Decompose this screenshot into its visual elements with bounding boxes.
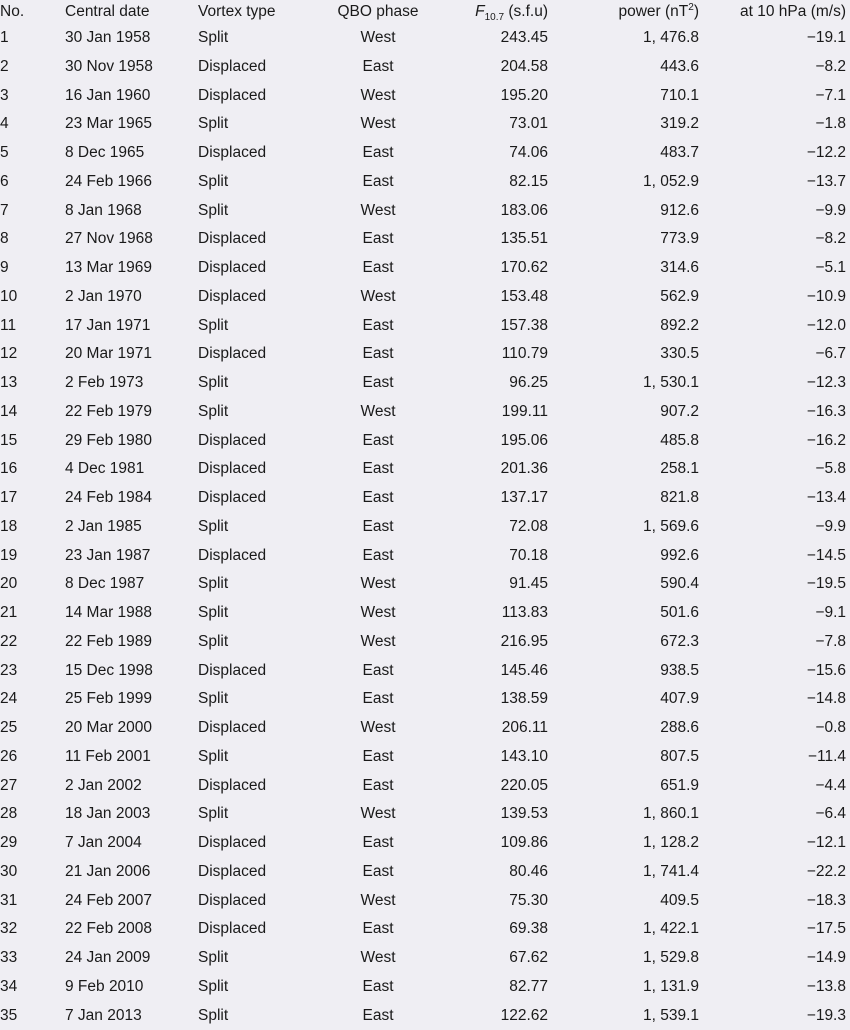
cell-vortex-type: Displaced [194, 455, 322, 484]
cell-power: 672.3 [560, 628, 705, 657]
header-f107-symbol: F [475, 3, 484, 20]
cell-f107: 75.30 [434, 887, 560, 916]
cell-central-date: 8 Jan 1968 [62, 197, 194, 226]
cell-vortex-type: Split [194, 628, 322, 657]
cell-no: 2 [0, 53, 62, 82]
cell-vortex-type: Split [194, 800, 322, 829]
cell-power: 807.5 [560, 743, 705, 772]
cell-no: 28 [0, 800, 62, 829]
cell-f107: 82.15 [434, 168, 560, 197]
cell-vortex-type: Displaced [194, 53, 322, 82]
header-power-superscript: 2 [688, 2, 694, 13]
cell-no: 33 [0, 944, 62, 973]
cell-no: 25 [0, 714, 62, 743]
cell-central-date: 2 Jan 1985 [62, 513, 194, 542]
cell-wind: −8.2 [705, 53, 850, 82]
cell-vortex-type: Split [194, 168, 322, 197]
table-row [0, 283, 850, 312]
cell-central-date: 2 Feb 1973 [62, 369, 194, 398]
cell-central-date: 25 Feb 1999 [62, 685, 194, 714]
cell-wind: −8.2 [705, 225, 850, 254]
cell-central-date: 27 Nov 1968 [62, 225, 194, 254]
cell-qbo-phase: West [322, 800, 434, 829]
cell-power: 773.9 [560, 225, 705, 254]
cell-no: 31 [0, 887, 62, 916]
table-row [0, 570, 850, 599]
table-row [0, 340, 850, 369]
cell-vortex-type: Displaced [194, 858, 322, 887]
cell-power: 1, 539.1 [560, 1002, 705, 1030]
cell-power: 1, 569.6 [560, 513, 705, 542]
table-row [0, 599, 850, 628]
cell-vortex-type: Split [194, 369, 322, 398]
cell-wind: −12.3 [705, 369, 850, 398]
cell-f107: 183.06 [434, 197, 560, 226]
cell-no: 30 [0, 858, 62, 887]
cell-f107: 82.77 [434, 973, 560, 1002]
table-row [0, 915, 850, 944]
table-row [0, 1002, 850, 1030]
cell-qbo-phase: East [322, 513, 434, 542]
cell-qbo-phase: West [322, 197, 434, 226]
cell-qbo-phase: East [322, 340, 434, 369]
table-row [0, 887, 850, 916]
cell-no: 9 [0, 254, 62, 283]
table-row [0, 628, 850, 657]
cell-qbo-phase: East [322, 1002, 434, 1030]
cell-no: 19 [0, 542, 62, 571]
cell-f107: 122.62 [434, 1002, 560, 1030]
cell-wind: −19.5 [705, 570, 850, 599]
cell-wind: −11.4 [705, 743, 850, 772]
cell-power: 1, 741.4 [560, 858, 705, 887]
table-row [0, 772, 850, 801]
table-row [0, 542, 850, 571]
table-row [0, 944, 850, 973]
cell-qbo-phase: West [322, 110, 434, 139]
cell-wind: −7.1 [705, 82, 850, 111]
cell-qbo-phase: East [322, 369, 434, 398]
cell-no: 14 [0, 398, 62, 427]
table-row [0, 24, 850, 53]
cell-power: 258.1 [560, 455, 705, 484]
cell-qbo-phase: West [322, 887, 434, 916]
cell-no: 27 [0, 772, 62, 801]
cell-f107: 67.62 [434, 944, 560, 973]
cell-no: 8 [0, 225, 62, 254]
cell-no: 13 [0, 369, 62, 398]
header-power-suffix: ) [694, 3, 699, 20]
cell-power: 992.6 [560, 542, 705, 571]
cell-no: 4 [0, 110, 62, 139]
cell-wind: −15.6 [705, 657, 850, 686]
header-vortex-type: Vortex type [194, 0, 322, 24]
cell-f107: 199.11 [434, 398, 560, 427]
cell-f107: 139.53 [434, 800, 560, 829]
cell-qbo-phase: West [322, 599, 434, 628]
cell-no: 21 [0, 599, 62, 628]
cell-qbo-phase: East [322, 53, 434, 82]
cell-qbo-phase: West [322, 82, 434, 111]
cell-vortex-type: Displaced [194, 829, 322, 858]
table-row [0, 197, 850, 226]
cell-vortex-type: Displaced [194, 82, 322, 111]
cell-no: 6 [0, 168, 62, 197]
cell-wind: −22.2 [705, 858, 850, 887]
cell-no: 22 [0, 628, 62, 657]
cell-central-date: 7 Jan 2004 [62, 829, 194, 858]
cell-central-date: 24 Jan 2009 [62, 944, 194, 973]
cell-wind: −17.5 [705, 915, 850, 944]
table-row [0, 685, 850, 714]
cell-central-date: 24 Feb 1984 [62, 484, 194, 513]
cell-wind: −4.4 [705, 772, 850, 801]
cell-central-date: 8 Dec 1987 [62, 570, 194, 599]
cell-qbo-phase: East [322, 858, 434, 887]
cell-f107: 74.06 [434, 139, 560, 168]
cell-vortex-type: Displaced [194, 915, 322, 944]
cell-wind: −12.1 [705, 829, 850, 858]
cell-power: 1, 052.9 [560, 168, 705, 197]
cell-f107: 72.08 [434, 513, 560, 542]
cell-f107: 170.62 [434, 254, 560, 283]
table-row [0, 714, 850, 743]
cell-central-date: 11 Feb 2001 [62, 743, 194, 772]
table-row [0, 427, 850, 456]
cell-power: 485.8 [560, 427, 705, 456]
table-row [0, 743, 850, 772]
header-power-prefix: power (nT [618, 3, 688, 20]
table-row [0, 225, 850, 254]
cell-central-date: 7 Jan 2013 [62, 1002, 194, 1030]
cell-vortex-type: Displaced [194, 772, 322, 801]
cell-power: 590.4 [560, 570, 705, 599]
table-row [0, 657, 850, 686]
table-row [0, 53, 850, 82]
cell-power: 1, 529.8 [560, 944, 705, 973]
cell-central-date: 24 Feb 2007 [62, 887, 194, 916]
table-row [0, 858, 850, 887]
cell-f107: 109.86 [434, 829, 560, 858]
cell-power: 1, 128.2 [560, 829, 705, 858]
cell-qbo-phase: East [322, 542, 434, 571]
cell-power: 407.9 [560, 685, 705, 714]
cell-wind: −6.7 [705, 340, 850, 369]
cell-f107: 143.10 [434, 743, 560, 772]
cell-vortex-type: Split [194, 513, 322, 542]
cell-no: 29 [0, 829, 62, 858]
cell-wind: −9.1 [705, 599, 850, 628]
cell-f107: 195.06 [434, 427, 560, 456]
cell-no: 5 [0, 139, 62, 168]
cell-wind: −7.8 [705, 628, 850, 657]
cell-no: 18 [0, 513, 62, 542]
cell-power: 443.6 [560, 53, 705, 82]
header-no: No. [0, 0, 62, 24]
cell-power: 330.5 [560, 340, 705, 369]
cell-qbo-phase: West [322, 398, 434, 427]
cell-no: 16 [0, 455, 62, 484]
header-power [560, 0, 705, 24]
cell-f107: 70.18 [434, 542, 560, 571]
cell-power: 1, 131.9 [560, 973, 705, 1002]
cell-central-date: 2 Jan 1970 [62, 283, 194, 312]
cell-qbo-phase: East [322, 139, 434, 168]
cell-central-date: 13 Mar 1969 [62, 254, 194, 283]
cell-vortex-type: Displaced [194, 542, 322, 571]
cell-power: 651.9 [560, 772, 705, 801]
header-qbo-phase: QBO phase [322, 0, 434, 24]
cell-f107: 135.51 [434, 225, 560, 254]
table-row [0, 168, 850, 197]
table-row [0, 800, 850, 829]
cell-central-date: 9 Feb 2010 [62, 973, 194, 1002]
cell-no: 7 [0, 197, 62, 226]
cell-f107: 153.48 [434, 283, 560, 312]
cell-central-date: 4 Dec 1981 [62, 455, 194, 484]
cell-f107: 201.36 [434, 455, 560, 484]
cell-power: 483.7 [560, 139, 705, 168]
cell-central-date: 20 Mar 1971 [62, 340, 194, 369]
cell-wind: −1.8 [705, 110, 850, 139]
cell-wind: −13.7 [705, 168, 850, 197]
cell-power: 907.2 [560, 398, 705, 427]
cell-central-date: 16 Jan 1960 [62, 82, 194, 111]
cell-power: 1, 422.1 [560, 915, 705, 944]
cell-qbo-phase: East [322, 685, 434, 714]
cell-no: 35 [0, 1002, 62, 1030]
cell-central-date: 8 Dec 1965 [62, 139, 194, 168]
cell-f107: 243.45 [434, 24, 560, 53]
cell-power: 1, 476.8 [560, 24, 705, 53]
cell-f107: 220.05 [434, 772, 560, 801]
cell-qbo-phase: East [322, 455, 434, 484]
cell-vortex-type: Split [194, 944, 322, 973]
cell-f107: 91.45 [434, 570, 560, 599]
cell-qbo-phase: East [322, 254, 434, 283]
cell-power: 562.9 [560, 283, 705, 312]
cell-power: 319.2 [560, 110, 705, 139]
cell-wind: −13.4 [705, 484, 850, 513]
cell-qbo-phase: West [322, 628, 434, 657]
cell-vortex-type: Split [194, 110, 322, 139]
cell-wind: −13.8 [705, 973, 850, 1002]
table-row [0, 139, 850, 168]
cell-f107: 138.59 [434, 685, 560, 714]
cell-f107: 80.46 [434, 858, 560, 887]
cell-power: 892.2 [560, 312, 705, 341]
table-row [0, 312, 850, 341]
cell-f107: 73.01 [434, 110, 560, 139]
cell-qbo-phase: East [322, 225, 434, 254]
cell-wind: −12.2 [705, 139, 850, 168]
cell-vortex-type: Split [194, 1002, 322, 1030]
cell-no: 34 [0, 973, 62, 1002]
cell-vortex-type: Displaced [194, 254, 322, 283]
header-row [0, 0, 850, 24]
cell-central-date: 29 Feb 1980 [62, 427, 194, 456]
cell-central-date: 20 Mar 2000 [62, 714, 194, 743]
cell-vortex-type: Displaced [194, 427, 322, 456]
cell-power: 1, 860.1 [560, 800, 705, 829]
cell-no: 17 [0, 484, 62, 513]
cell-qbo-phase: East [322, 772, 434, 801]
table-row [0, 455, 850, 484]
cell-central-date: 21 Jan 2006 [62, 858, 194, 887]
cell-no: 26 [0, 743, 62, 772]
header-central-date: Central date [62, 0, 194, 24]
cell-vortex-type: Split [194, 312, 322, 341]
cell-power: 912.6 [560, 197, 705, 226]
cell-qbo-phase: East [322, 312, 434, 341]
cell-vortex-type: Displaced [194, 139, 322, 168]
cell-vortex-type: Displaced [194, 484, 322, 513]
table-row [0, 973, 850, 1002]
cell-f107: 145.46 [434, 657, 560, 686]
cell-central-date: 2 Jan 2002 [62, 772, 194, 801]
table-row [0, 254, 850, 283]
cell-wind: −16.2 [705, 427, 850, 456]
cell-no: 23 [0, 657, 62, 686]
cell-qbo-phase: West [322, 24, 434, 53]
cell-central-date: 30 Jan 1958 [62, 24, 194, 53]
cell-f107: 110.79 [434, 340, 560, 369]
cell-qbo-phase: West [322, 570, 434, 599]
cell-central-date: 22 Feb 1989 [62, 628, 194, 657]
table-body [0, 24, 850, 1030]
table-row [0, 398, 850, 427]
table-row [0, 110, 850, 139]
cell-f107: 206.11 [434, 714, 560, 743]
cell-f107: 137.17 [434, 484, 560, 513]
cell-vortex-type: Split [194, 685, 322, 714]
cell-wind: −9.9 [705, 197, 850, 226]
cell-central-date: 18 Jan 2003 [62, 800, 194, 829]
table-row [0, 484, 850, 513]
cell-no: 12 [0, 340, 62, 369]
table-header [0, 0, 850, 24]
cell-wind: −5.8 [705, 455, 850, 484]
cell-wind: −19.3 [705, 1002, 850, 1030]
cell-no: 24 [0, 685, 62, 714]
cell-vortex-type: Displaced [194, 714, 322, 743]
cell-vortex-type: Split [194, 398, 322, 427]
cell-vortex-type: Split [194, 570, 322, 599]
cell-qbo-phase: West [322, 944, 434, 973]
cell-no: 1 [0, 24, 62, 53]
table-row [0, 82, 850, 111]
cell-central-date: 17 Jan 1971 [62, 312, 194, 341]
cell-vortex-type: Split [194, 743, 322, 772]
cell-qbo-phase: East [322, 427, 434, 456]
cell-wind: −14.9 [705, 944, 850, 973]
cell-qbo-phase: West [322, 283, 434, 312]
cell-central-date: 22 Feb 1979 [62, 398, 194, 427]
cell-vortex-type: Split [194, 24, 322, 53]
cell-f107: 204.58 [434, 53, 560, 82]
cell-vortex-type: Split [194, 197, 322, 226]
cell-no: 11 [0, 312, 62, 341]
cell-central-date: 30 Nov 1958 [62, 53, 194, 82]
cell-vortex-type: Split [194, 599, 322, 628]
cell-wind: −18.3 [705, 887, 850, 916]
cell-wind: −6.4 [705, 800, 850, 829]
cell-f107: 96.25 [434, 369, 560, 398]
cell-qbo-phase: East [322, 168, 434, 197]
cell-f107: 113.83 [434, 599, 560, 628]
cell-power: 288.6 [560, 714, 705, 743]
cell-wind: −14.5 [705, 542, 850, 571]
header-wind: at 10 hPa (m/s) [705, 0, 850, 24]
cell-vortex-type: Displaced [194, 657, 322, 686]
cell-power: 409.5 [560, 887, 705, 916]
cell-f107: 69.38 [434, 915, 560, 944]
cell-wind: −14.8 [705, 685, 850, 714]
cell-vortex-type: Displaced [194, 887, 322, 916]
cell-power: 821.8 [560, 484, 705, 513]
cell-no: 3 [0, 82, 62, 111]
cell-power: 501.6 [560, 599, 705, 628]
cell-no: 32 [0, 915, 62, 944]
cell-power: 314.6 [560, 254, 705, 283]
cell-vortex-type: Displaced [194, 225, 322, 254]
cell-f107: 195.20 [434, 82, 560, 111]
cell-wind: −10.9 [705, 283, 850, 312]
table-row [0, 829, 850, 858]
cell-wind: −9.9 [705, 513, 850, 542]
cell-central-date: 22 Feb 2008 [62, 915, 194, 944]
cell-central-date: 23 Jan 1987 [62, 542, 194, 571]
cell-central-date: 15 Dec 1998 [62, 657, 194, 686]
cell-wind: −12.0 [705, 312, 850, 341]
cell-central-date: 24 Feb 1966 [62, 168, 194, 197]
cell-no: 10 [0, 283, 62, 312]
cell-central-date: 23 Mar 1965 [62, 110, 194, 139]
cell-no: 20 [0, 570, 62, 599]
cell-qbo-phase: East [322, 743, 434, 772]
header-f107-subscript: 10.7 [485, 12, 504, 23]
cell-central-date: 14 Mar 1988 [62, 599, 194, 628]
cell-qbo-phase: East [322, 657, 434, 686]
cell-vortex-type: Displaced [194, 340, 322, 369]
table-row [0, 369, 850, 398]
cell-wind: −19.1 [705, 24, 850, 53]
table-row [0, 513, 850, 542]
cell-qbo-phase: East [322, 915, 434, 944]
cell-qbo-phase: East [322, 829, 434, 858]
cell-wind: −0.8 [705, 714, 850, 743]
cell-vortex-type: Split [194, 973, 322, 1002]
cell-power: 938.5 [560, 657, 705, 686]
cell-no: 15 [0, 427, 62, 456]
cell-wind: −16.3 [705, 398, 850, 427]
cell-vortex-type: Displaced [194, 283, 322, 312]
cell-qbo-phase: East [322, 484, 434, 513]
cell-f107: 157.38 [434, 312, 560, 341]
cell-wind: −5.1 [705, 254, 850, 283]
cell-f107: 216.95 [434, 628, 560, 657]
cell-power: 710.1 [560, 82, 705, 111]
cell-qbo-phase: West [322, 714, 434, 743]
cell-power: 1, 530.1 [560, 369, 705, 398]
cell-qbo-phase: East [322, 973, 434, 1002]
header-f107-unit: (s.f.u) [504, 3, 548, 20]
header-f107 [434, 0, 560, 24]
